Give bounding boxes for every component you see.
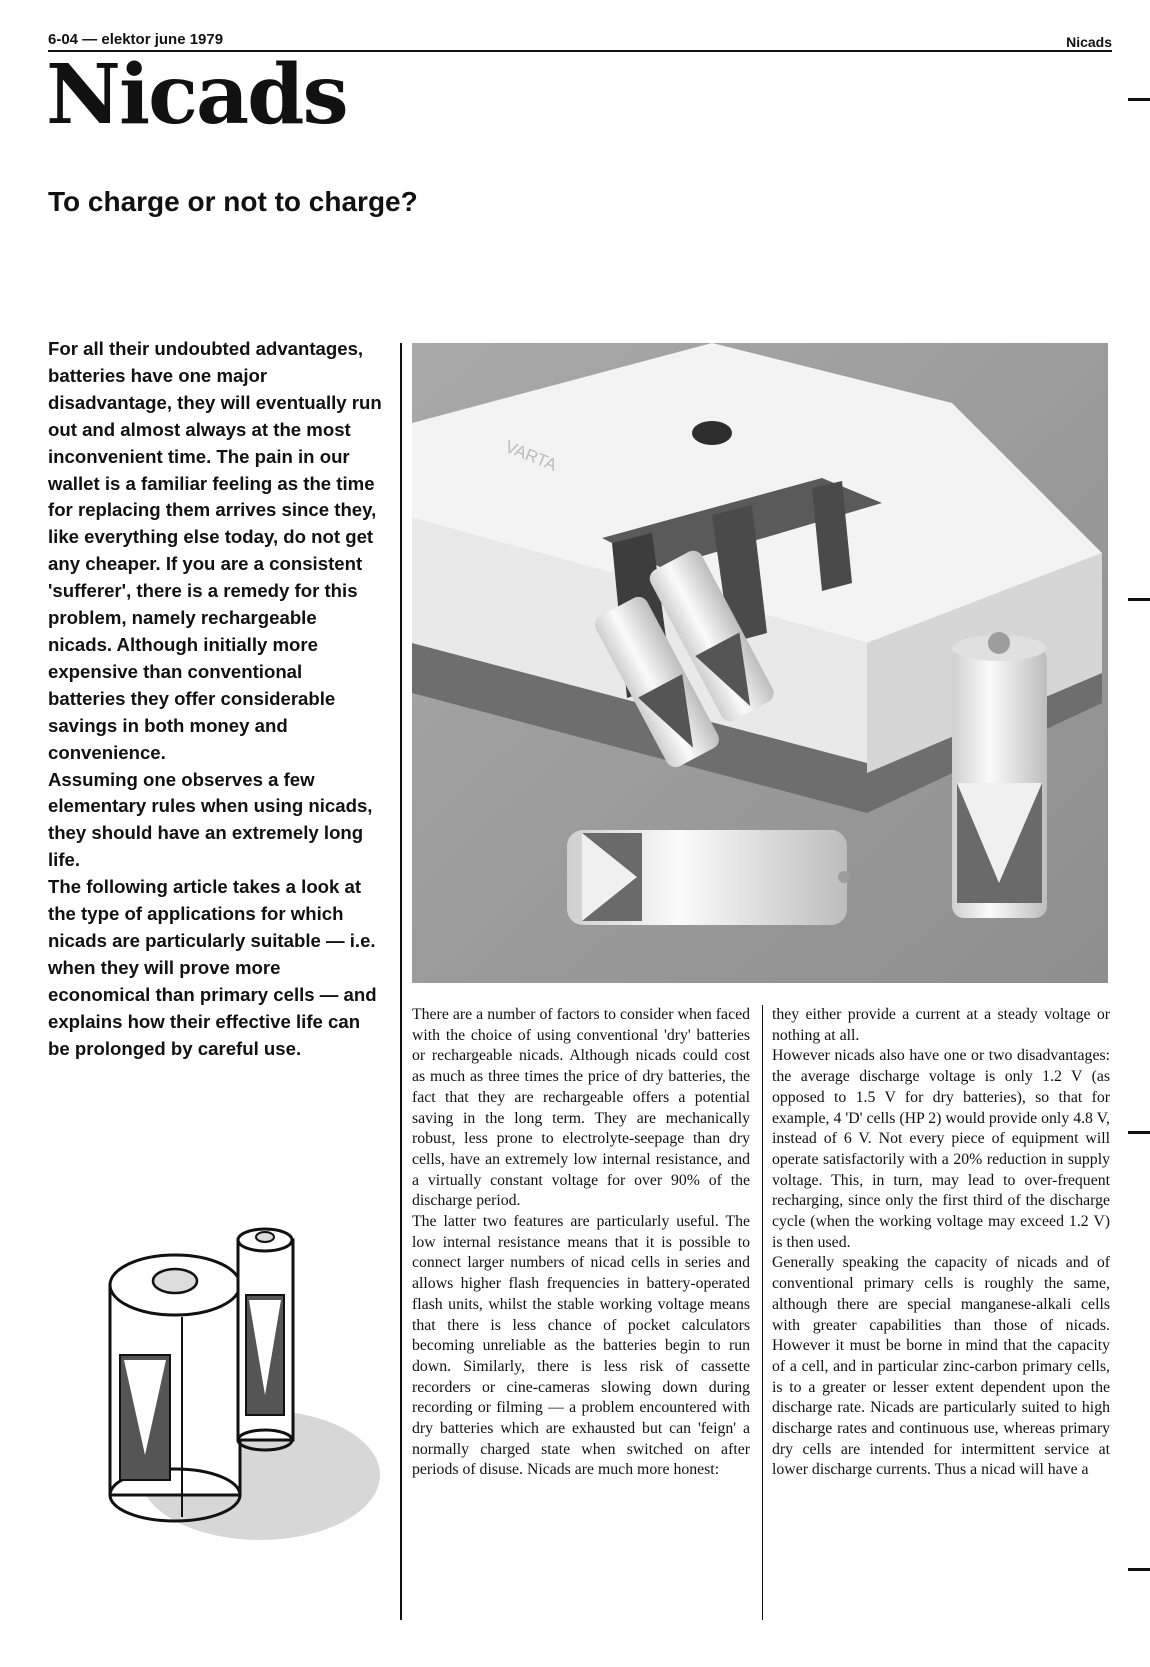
body-column-2 bbox=[772, 1005, 1110, 1481]
edge-mark bbox=[1128, 98, 1150, 101]
edge-mark bbox=[1128, 1131, 1150, 1134]
article-title: Nicads bbox=[46, 47, 347, 143]
article-subtitle: To charge or not to charge? bbox=[48, 186, 418, 217]
body-paragraph: However nicads also have one or two disadvantages: the average discharge voltage is only 1.2 V (as opposed to 1.5 V for dry batteries), so that for example, 4 'D' cells (HP 2) would provide only 4.8 V, instead of 6 V. Not every piece of equipment will operate satisfactorily with a 20% reduction in supply voltage. This, in turn, may lead to over-frequent recharging, since only the first third of the discharge cycle (when the working voltage may exceed 1.2 V) is then used. bbox=[772, 1047, 1110, 1251]
intro-paragraph: Assuming one observes a few elementary rules when using nicads, they should have an extremely long life. bbox=[48, 768, 373, 871]
intro-paragraph: For all their undoubted advantages, batteries have one major disadvantage, they will eventually run out and almost always at the most inconvenient time. The pain in our wallet is a familiar feeling as the time for replacing them arrives since they, like everything else today, do not get any cheaper. If you are a consistent 'sufferer', there is a remedy for this problem, namely rechargeable nicads. Although initially more expensive than conventional batteries they offer considerable savings in both money and convenience. bbox=[48, 338, 382, 763]
running-head: Nicads bbox=[1066, 34, 1112, 50]
edge-mark bbox=[1128, 598, 1150, 601]
edge-mark bbox=[1128, 1568, 1150, 1571]
charger-photo bbox=[412, 343, 1108, 983]
page-folio: 6-04 — elektor june 1979 bbox=[48, 31, 224, 48]
body-paragraph: they either provide a current at a steady voltage or nothing at all. bbox=[772, 1006, 1110, 1044]
column-rule bbox=[400, 343, 402, 1620]
body-paragraph: The latter two features are particularly useful. The low internal resistance means that it is possible to connect larger numbers of nicad cells in series and allows higher flash frequencies in battery-operated flash units, whilst the stable working voltage means that there is less chance of pocket calculators becoming unreliable as the batteries begin to run down. Similarly, there is less risk of cassette recorders or cine-cameras slowing down during recording or filming — a problem encountered with dry batteries which are exhausted but can 'feign' a normally charged state when switched on after periods of disuse. Nicads are much more honest: bbox=[412, 1213, 750, 1479]
intro-paragraph: The following article takes a look at the type of applications for which nicads are particularly suitable — i.e. when they will prove more economical than primary cells — and explains how their effective life can be prolonged by careful use. bbox=[48, 876, 377, 1059]
body-paragraph: Generally speaking the capacity of nicads and of conventional primary cells is roughly the same, although there are special manganese-alkali cells with greater capabilities than those of nicads. However it must be borne in mind that the capacity of a cell, and in particular zinc-carbon primary cells, is to a greater or lesser extent dependent upon the discharge rate. Nicads are particularly suited to high discharge rates and continuous use, whereas primary dry cells are intended for intermittent service at lower discharge currents. Thus a nicad will have a bbox=[772, 1254, 1110, 1479]
body-paragraph: There are a number of factors to consider when faced with the choice of using conventional 'dry' batteries or rechargeable nicads. Although nicads could cost as much as three times the price of dry batteries, the fact that they are rechargeable offers a potential saving in the long term. They are mechanically robust, less prone to electrolyte-seepage than dry cells, have an extremely low internal resistance, and a virtually constant voltage for over 90% of the discharge period. bbox=[412, 1006, 750, 1210]
body-column-1 bbox=[412, 1005, 750, 1481]
intro-text bbox=[48, 336, 383, 1062]
brand-logo: VARTA bbox=[502, 437, 560, 475]
column-rule bbox=[762, 1005, 763, 1620]
battery-illustration bbox=[90, 1225, 380, 1545]
